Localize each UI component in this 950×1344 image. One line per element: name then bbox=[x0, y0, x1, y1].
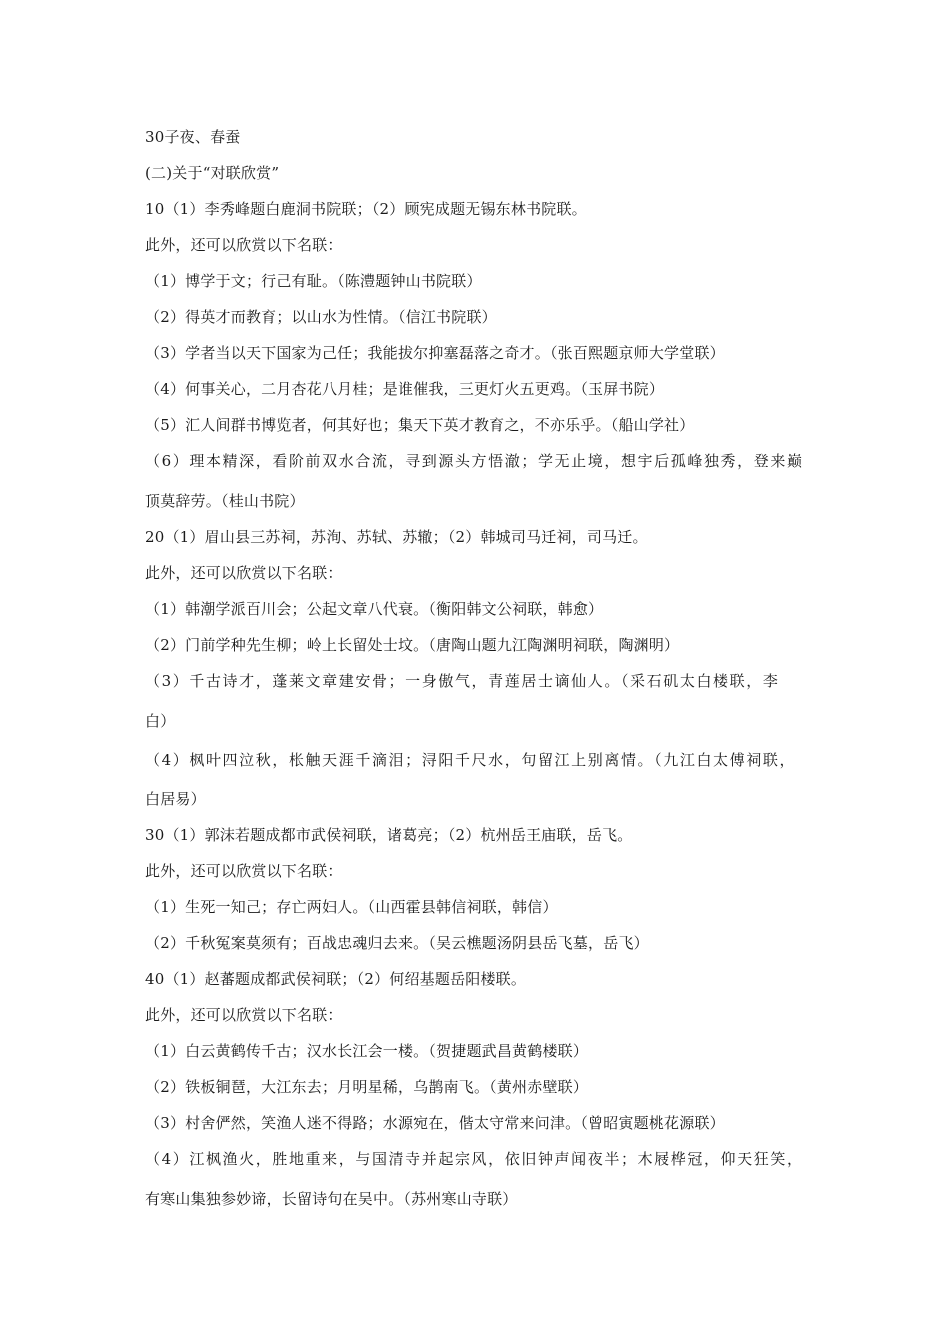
text-line: 此外，还可以欣赏以下名联： bbox=[145, 862, 343, 880]
text-line: 白） bbox=[145, 712, 176, 730]
text-line: 30子夜、春蚕 bbox=[145, 128, 241, 146]
text-line: （5）汇人间群书博览者，何其好也；集天下英才教育之，不亦乐乎。（船山学社） bbox=[145, 416, 695, 434]
text-line: （4）何事关心，二月杏花八月桂；是谁催我，三更灯火五更鸡。（玉屏书院） bbox=[145, 380, 665, 398]
text-line: 此外，还可以欣赏以下名联： bbox=[145, 236, 343, 254]
text-line: （1）白云黄鹤传千古；汉水长江会一楼。（贺捷题武昌黄鹤楼联） bbox=[145, 1042, 589, 1060]
text-line: （6）理本精深，看阶前双水合流，寻到源头方悟澈；学无止境，想宇后孤峰独秀，登来巅 bbox=[145, 452, 804, 470]
text-line: （4）江枫渔火，胜地重来，与国清寺并起宗风，依旧钟声闻夜半；木屐桦冠，仰天狂笑， bbox=[145, 1150, 804, 1168]
text-line: （4）枫叶四泣秋，枨触天涯千滴泪；浔阳千尺水，句留江上别离情。（九江白太傅祠联， bbox=[145, 751, 797, 769]
text-line: （3）千古诗才，蓬莱文章建安骨；一身傲气，青莲居士谪仙人。（采石矶太白楼联，李 bbox=[145, 672, 780, 690]
text-line: （2）千秋冤案莫须有；百战忠魂归去来。（吴云樵题汤阴县岳飞墓，岳飞） bbox=[145, 934, 649, 952]
text-line: 40（1）赵蕃题成都武侯祠联；（2）何绍基题岳阳楼联。 bbox=[145, 970, 527, 988]
section-heading: (二)关于“对联欣赏” bbox=[145, 164, 280, 182]
text-line: 此外，还可以欣赏以下名联： bbox=[145, 1006, 343, 1024]
text-line: （2）门前学种先生柳；岭上长留处士坟。（唐陶山题九江陶渊明祠联，陶渊明） bbox=[145, 636, 680, 654]
text-line: （1）博学于文；行己有耻。（陈澧题钟山书院联） bbox=[145, 272, 482, 290]
text-line: 30（1）郭沫若题成都市武侯祠联，诸葛亮；（2）杭州岳王庙联，岳飞。 bbox=[145, 826, 633, 844]
text-line: （1）生死一知己；存亡两妇人。（山西霍县韩信祠联，韩信） bbox=[145, 898, 558, 916]
text-line: 有寒山集独参妙谛，长留诗句在吴中。（苏州寒山寺联） bbox=[145, 1190, 518, 1208]
text-line: 10（1）李秀峰题白鹿洞书院联；（2）顾宪成题无锡东林书院联。 bbox=[145, 200, 587, 218]
text-line: 20（1）眉山县三苏祠，苏洵、苏轼、苏辙；（2）韩城司马迁祠，司马迁。 bbox=[145, 528, 648, 546]
text-line: （1）韩潮学派百川会；公起文章八代衰。（衡阳韩文公祠联，韩愈） bbox=[145, 600, 604, 618]
text-line: （2）铁板铜琶，大江东去；月明星稀，乌鹊南飞。（黄州赤壁联） bbox=[145, 1078, 589, 1096]
text-line: （3）村舍俨然，笑渔人迷不得路；水源宛在，偕太守常来问津。（曾昭寅题桃花源联） bbox=[145, 1114, 725, 1132]
text-line: 顶莫辞劳。（桂山书院） bbox=[145, 492, 305, 510]
text-line: （3）学者当以天下国家为己任；我能拔尔抑塞磊落之奇才。（张百熙题京师大学堂联） bbox=[145, 344, 725, 362]
text-line: （2）得英才而教育；以山水为性情。（信江书院联） bbox=[145, 308, 497, 326]
text-line: 白居易） bbox=[145, 790, 206, 808]
text-line: 此外，还可以欣赏以下名联： bbox=[145, 564, 343, 582]
